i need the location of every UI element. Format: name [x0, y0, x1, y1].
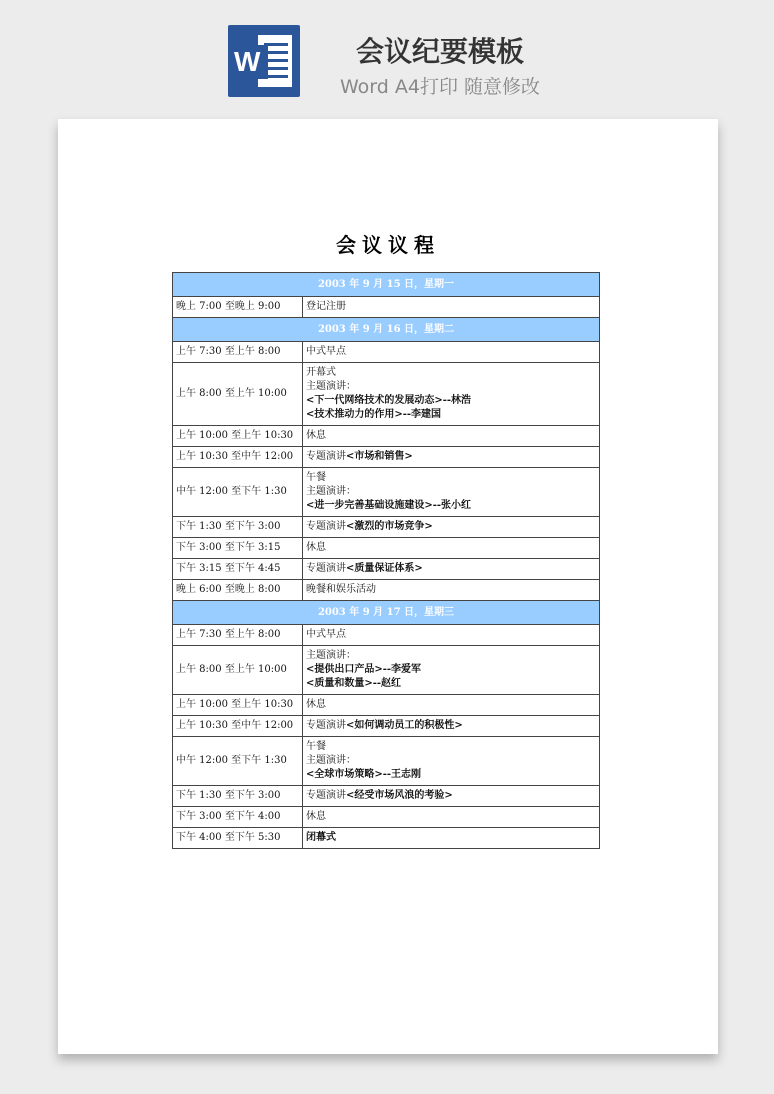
word-document-icon: [228, 25, 300, 97]
day-header-row: [173, 318, 600, 342]
document-page: [58, 119, 718, 1054]
table-row: [173, 580, 600, 601]
day-header-row: [173, 273, 600, 297]
session-line: 休息: [306, 811, 326, 822]
session-line: 午餐: [306, 741, 326, 752]
table-row: [173, 695, 600, 716]
template-title: 会议纪要模板: [355, 35, 524, 68]
session-time: 上午 10:30 至中午 12:00: [173, 716, 303, 737]
session-time: 晚上 7:00 至晚上 9:00: [173, 297, 303, 318]
session-line: 休息: [306, 430, 326, 441]
session-description: [303, 517, 600, 538]
session-description: [303, 468, 600, 517]
session-description: [303, 342, 600, 363]
session-line: <全球市场策略>--王志刚: [306, 769, 422, 780]
session-line: 登记注册: [306, 301, 346, 312]
session-line: 专题演讲<如何调动员工的积极性>: [306, 720, 463, 731]
session-description: [303, 737, 600, 786]
session-line: <进一步完善基础设施建设>--张小红: [306, 500, 472, 511]
session-time: 上午 8:00 至上午 10:00: [173, 646, 303, 695]
session-line: 中式早点: [306, 346, 346, 357]
table-row: [173, 342, 600, 363]
session-description: [303, 447, 600, 468]
table-row: [173, 363, 600, 426]
table-row: [173, 447, 600, 468]
table-row: [173, 297, 600, 318]
session-line: 主题演讲：: [306, 755, 356, 766]
session-time: 中午 12:00 至下午 1:30: [173, 468, 303, 517]
session-line: 午餐: [306, 472, 326, 483]
session-line: <下一代网络技术的发展动态>--林浩: [306, 395, 472, 406]
table-row: [173, 786, 600, 807]
session-description: [303, 786, 600, 807]
session-time: 上午 8:00 至上午 10:00: [173, 363, 303, 426]
session-line: 闭幕式: [306, 832, 336, 843]
session-time: 中午 12:00 至下午 1:30: [173, 737, 303, 786]
session-description: [303, 695, 600, 716]
session-time: 下午 1:30 至下午 3:00: [173, 517, 303, 538]
session-line: 专题演讲<市场和销售>: [306, 451, 413, 462]
table-row: [173, 517, 600, 538]
page-header: [0, 0, 774, 110]
session-description: [303, 807, 600, 828]
session-line: 专题演讲<激烈的市场竞争>: [306, 521, 433, 532]
table-row: [173, 468, 600, 517]
session-description: [303, 646, 600, 695]
day-header: 2003 年 9 月 17 日，星期三: [173, 601, 600, 625]
session-line: <质量和数量>--赵红: [306, 678, 402, 689]
day-header: 2003 年 9 月 15 日，星期一: [173, 273, 600, 297]
table-row: [173, 538, 600, 559]
session-description: [303, 580, 600, 601]
day-header: 2003 年 9 月 16 日，星期二: [173, 318, 600, 342]
table-row: [173, 737, 600, 786]
session-description: [303, 716, 600, 737]
session-line: 开幕式: [306, 367, 336, 378]
table-row: [173, 426, 600, 447]
session-line: 晚餐和娱乐活动: [306, 584, 376, 595]
day-header-row: [173, 601, 600, 625]
table-row: [173, 559, 600, 580]
session-time: 上午 7:30 至上午 8:00: [173, 625, 303, 646]
session-line: 休息: [306, 542, 326, 553]
session-line: 中式早点: [306, 629, 346, 640]
session-time: 下午 3:00 至下午 4:00: [173, 807, 303, 828]
document-title: 会议议程: [336, 233, 440, 257]
table-row: [173, 646, 600, 695]
session-time: 上午 10:00 至上午 10:30: [173, 695, 303, 716]
session-time: 晚上 6:00 至晚上 8:00: [173, 580, 303, 601]
template-subtitle: Word A4打印 随意修改: [339, 76, 540, 98]
session-description: [303, 828, 600, 849]
session-line: 休息: [306, 699, 326, 710]
session-line: <提供出口产品>--李爱军: [306, 664, 422, 675]
session-time: 下午 4:00 至下午 5:30: [173, 828, 303, 849]
session-description: [303, 426, 600, 447]
session-time: 下午 3:15 至下午 4:45: [173, 559, 303, 580]
session-line: <技术推动力的作用>--李建国: [306, 409, 442, 420]
session-time: 上午 10:30 至中午 12:00: [173, 447, 303, 468]
session-line: 专题演讲<经受市场风浪的考验>: [306, 790, 453, 801]
session-time: 下午 1:30 至下午 3:00: [173, 786, 303, 807]
session-description: [303, 538, 600, 559]
session-line: 主题演讲：: [306, 486, 356, 497]
table-row: [173, 807, 600, 828]
session-description: [303, 625, 600, 646]
word-icon-letter: W: [234, 45, 268, 79]
session-time: 上午 7:30 至上午 8:00: [173, 342, 303, 363]
session-time: 下午 3:00 至下午 3:15: [173, 538, 303, 559]
session-description: [303, 297, 600, 318]
session-description: [303, 363, 600, 426]
session-line: 主题演讲：: [306, 381, 356, 392]
agenda-table: [172, 272, 600, 849]
session-line: 专题演讲<质量保证体系>: [306, 563, 423, 574]
session-time: 上午 10:00 至上午 10:30: [173, 426, 303, 447]
table-row: [173, 716, 600, 737]
session-description: [303, 559, 600, 580]
session-line: 主题演讲：: [306, 650, 356, 661]
table-row: [173, 625, 600, 646]
table-row: [173, 828, 600, 849]
